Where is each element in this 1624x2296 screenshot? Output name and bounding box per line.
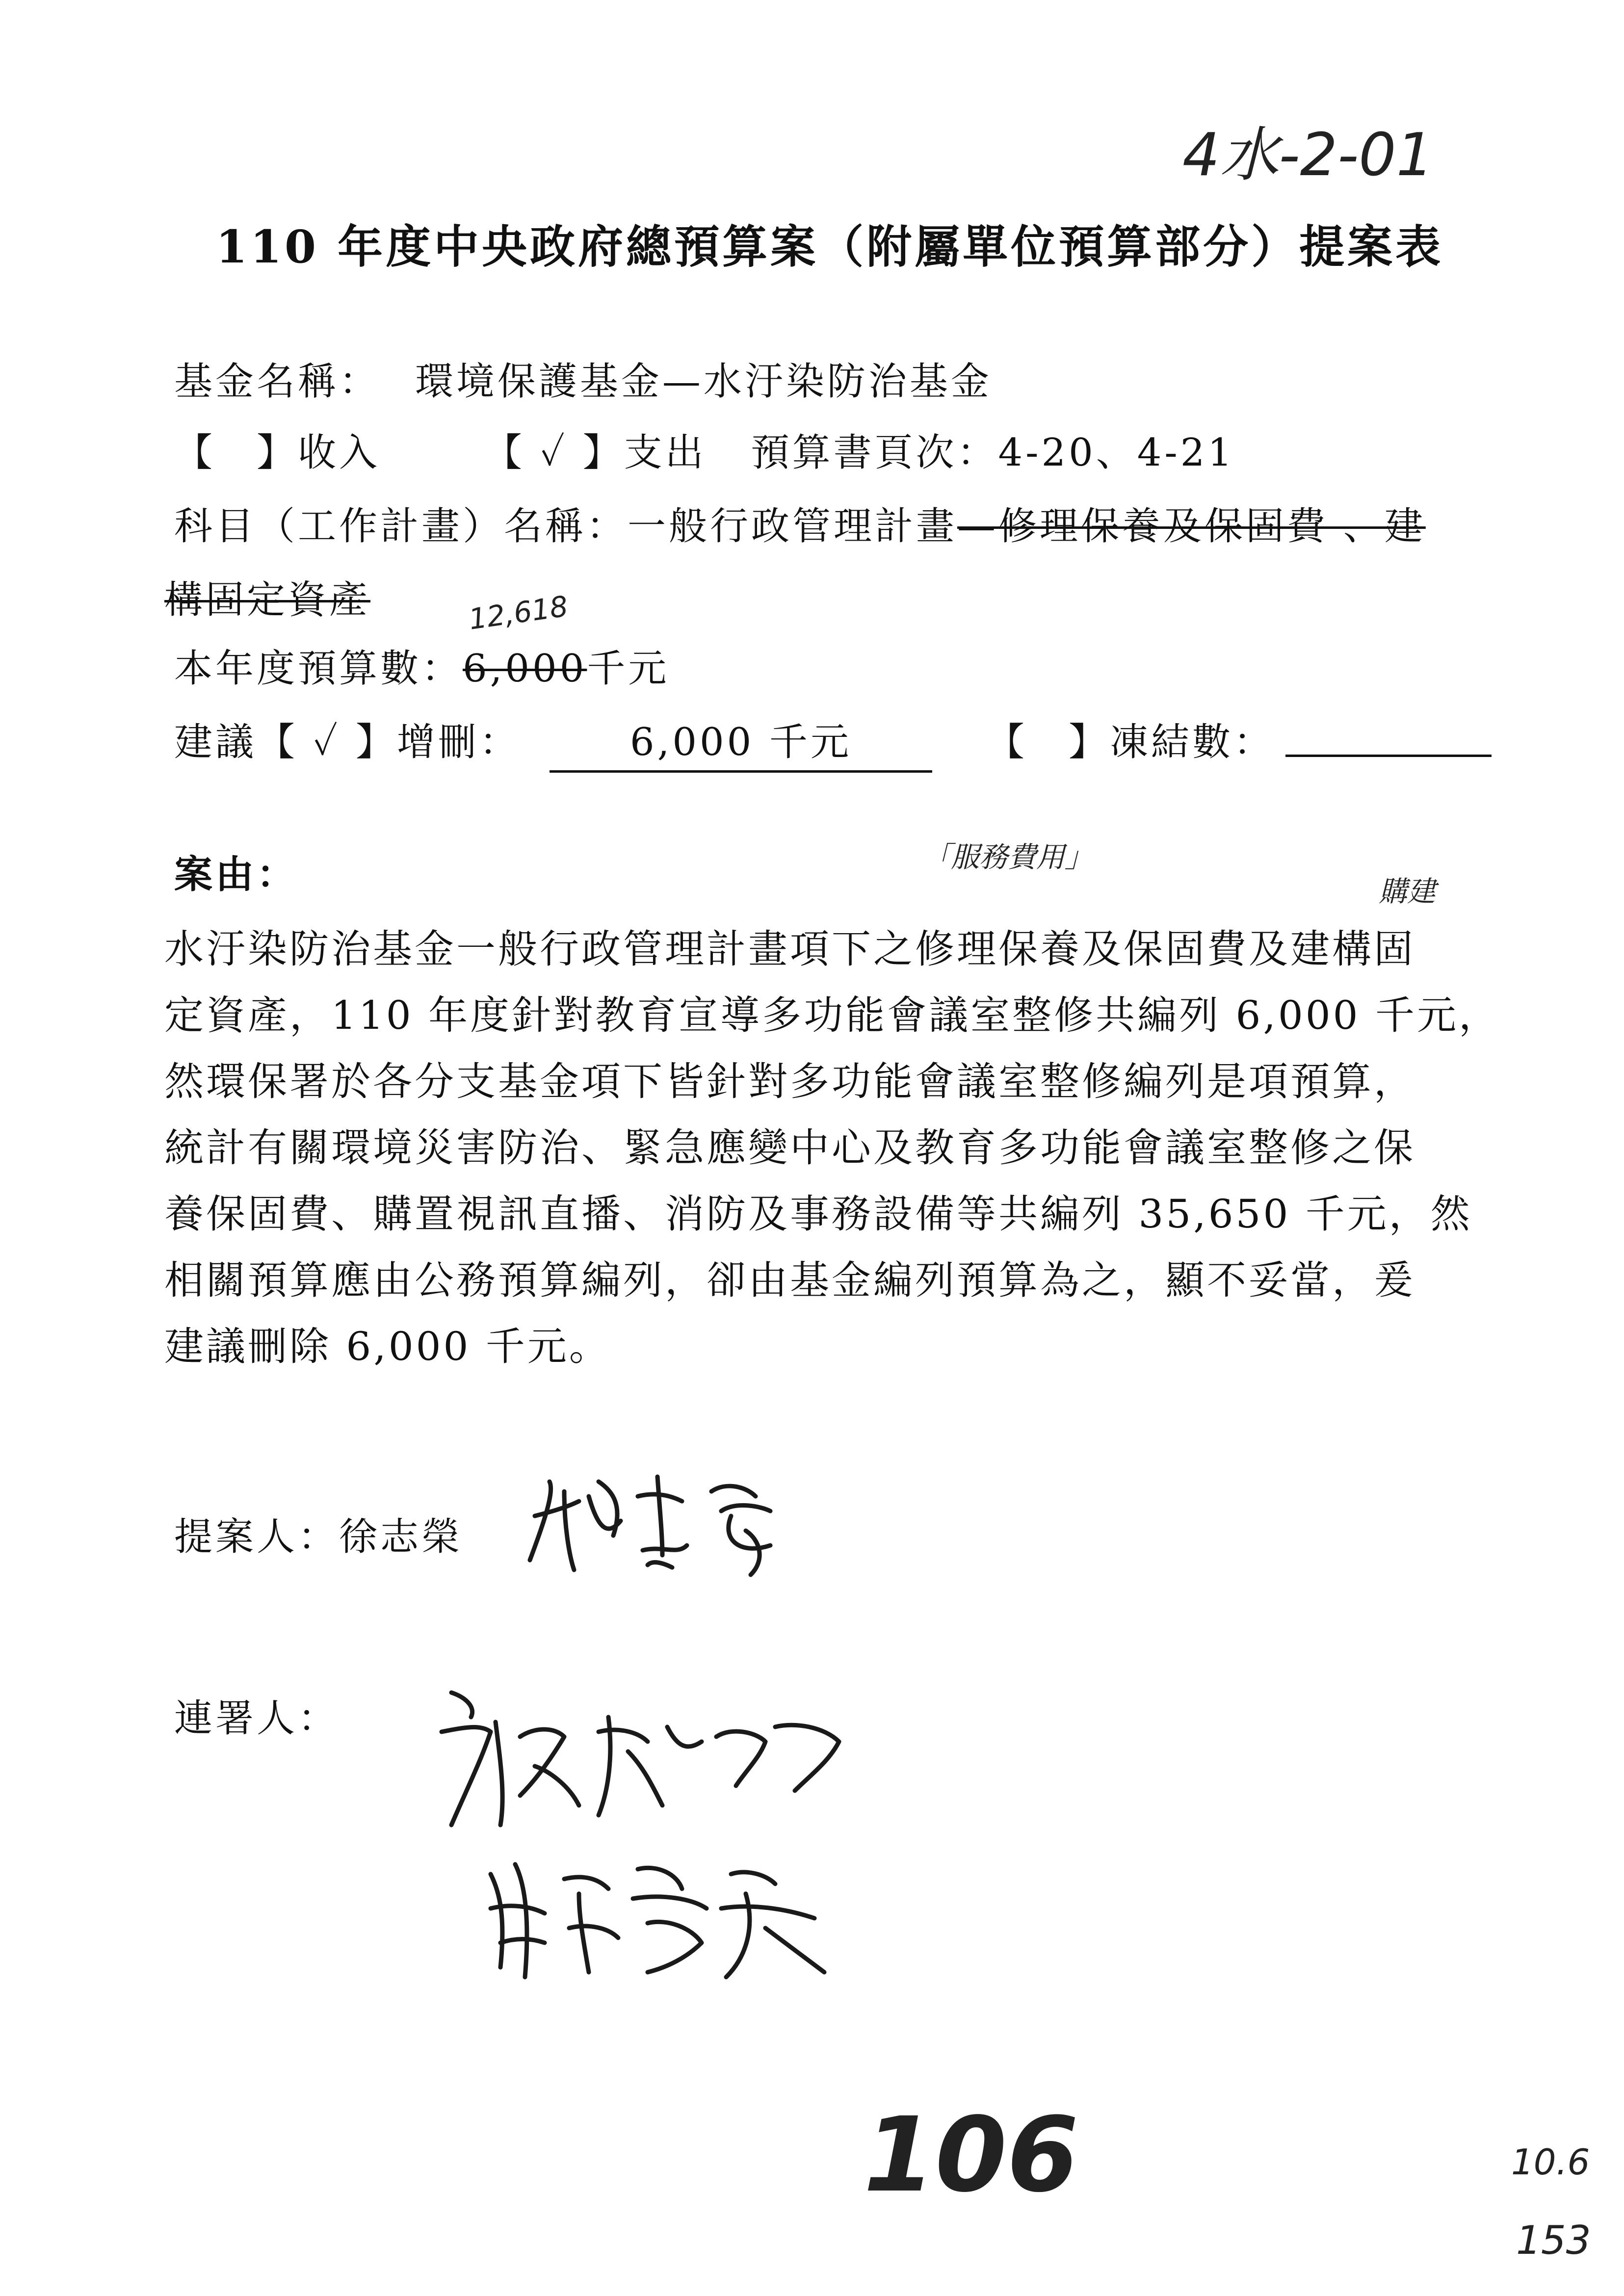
budget-label: 本年度預算數： (174, 647, 463, 691)
subject-row (174, 496, 1426, 550)
budget-struck-value: 6,000 (463, 647, 587, 691)
subject-label: 科目（工作計畫）名稱： (174, 504, 628, 548)
cosigner-signature-2 (471, 1845, 844, 1992)
handwritten-page-number: 106 (864, 2095, 1079, 2215)
proposer-row (174, 1506, 463, 1561)
expense-checkbox: 【 ✓ 】支出 (483, 431, 707, 475)
handwritten-annotation-purchase: 購建 (1379, 875, 1436, 908)
suggestion-value: 6,000 千元 (550, 711, 932, 773)
proposer-name: 徐志榮 (339, 1515, 463, 1559)
corner-mark-top: 10.6 (1511, 2141, 1590, 2183)
reason-line: 然環保署於各分支基金項下皆針對多功能會議室整修編列是項預算， (164, 1059, 1415, 1104)
subject-struck-text-line2: 構固定資產 (164, 578, 371, 622)
fund-label: 基金名稱： (174, 360, 381, 404)
reason-heading: 案由： (174, 852, 298, 897)
subject-value: 一般行政管理計畫 (628, 504, 958, 548)
budget-page-value: 4-20、4-21 (998, 431, 1235, 475)
fund-value: 環境保護基金—水汙染防治基金 (415, 360, 992, 404)
cosigner-signature-1 (422, 1678, 864, 1845)
freeze-label: 【 】凍結數： (986, 720, 1275, 764)
handwritten-budget-correction: 12,618 (467, 589, 570, 636)
reason-line: 統計有關環境災害防治、緊急應變中心及教育多功能會議室整修之保 (164, 1125, 1415, 1171)
type-row (174, 422, 1235, 477)
handwritten-annotation-service-fee: 「服務費用」 (922, 840, 1094, 874)
page-title: 110 年度中央政府總預算案（附屬單位預算部分）提案表 (216, 220, 1444, 273)
budget-page-label: 預算書頁次： (751, 431, 998, 475)
reason-line: 建議刪除 6,000 千元。 (164, 1324, 611, 1369)
freeze-blank-line (1285, 755, 1492, 757)
handwritten-reference: 4水-2-01 (1182, 121, 1434, 189)
cosigner-label: 連署人： (174, 1696, 340, 1741)
proposer-label: 提案人： (174, 1515, 340, 1559)
reason-line: 相關預算應由公務預算編列，卻由基金編列預算為之，顯不妥當，爰 (164, 1257, 1415, 1303)
income-checkbox: 【 】收入 (174, 431, 381, 475)
suggestion-row (174, 711, 521, 766)
fund-row (174, 351, 992, 406)
reason-line: 養保固費、購置視訊直播、消防及事務設備等共編列 35,650 千元，然 (164, 1191, 1472, 1237)
reason-line: 水汙染防治基金一般行政管理計畫項下之修理保養及保固費及建構固 (164, 926, 1415, 972)
budget-row (174, 638, 669, 693)
corner-mark-bottom: 153 (1516, 2218, 1591, 2263)
subject-struck-text: —修理保養及保固費 、建 (957, 504, 1426, 548)
budget-unit: 千元 (587, 647, 670, 691)
proposer-signature (515, 1462, 790, 1585)
suggestion-label: 建議【 ✓ 】增刪： (174, 720, 521, 764)
reason-line: 定資產，110 年度針對教育宣導多功能會議室整修共編列 6,000 千元， (164, 992, 1501, 1038)
